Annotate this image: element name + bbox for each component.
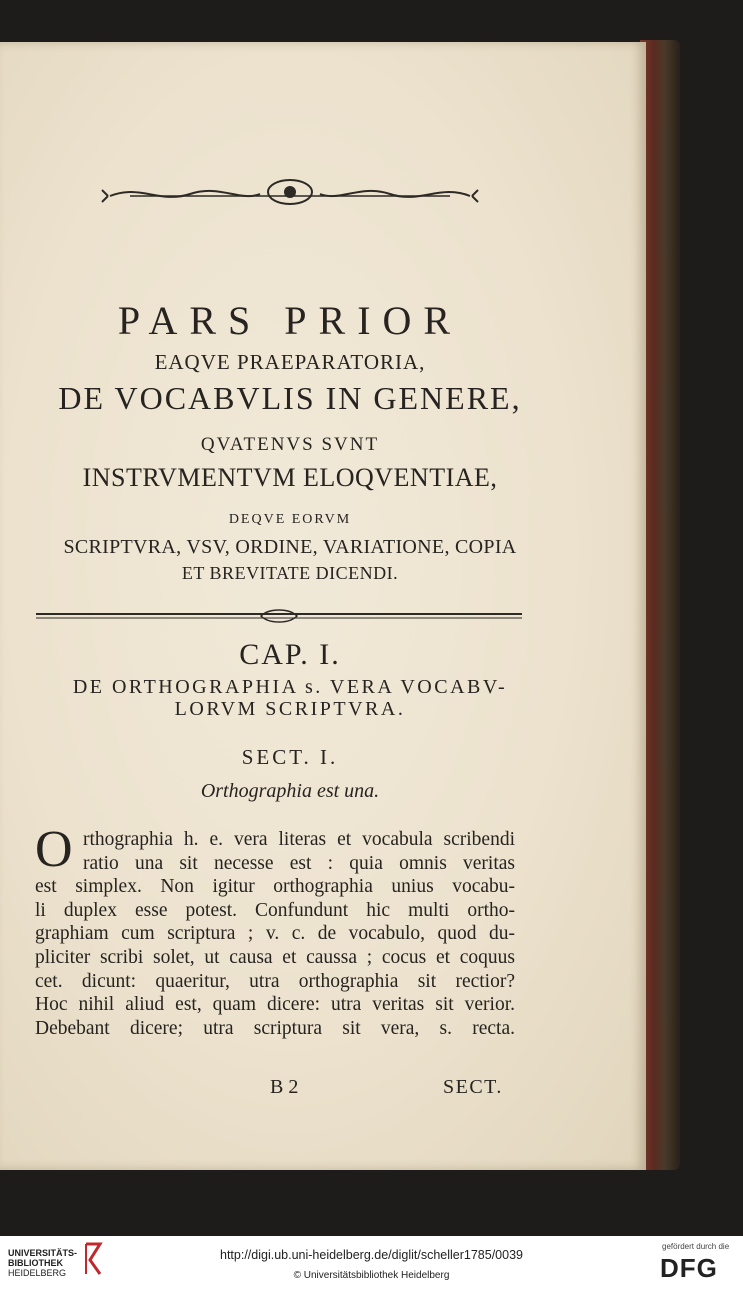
funded-by-label: gefördert durch die bbox=[662, 1242, 730, 1251]
signature-mark: B 2 bbox=[270, 1076, 299, 1098]
drop-cap: O bbox=[35, 821, 73, 878]
part-subtitle-eaque: EAQVE PRAEPARATORIA, bbox=[154, 350, 426, 374]
dfg-logo: DFG bbox=[660, 1253, 718, 1283]
section-heading: SECT. I. bbox=[241, 745, 339, 769]
chapter-title-line-1: DE ORTHOGRAPHIA s. VERA VOCABV- bbox=[72, 676, 508, 698]
part-subtitle-scriptura: SCRIPTVRA, VSV, ORDINE, VARIATIONE, COPIA bbox=[63, 536, 517, 558]
text-line: li duplex esse potest. Confundunt hic multi ortho- bbox=[35, 899, 515, 921]
permalink-url[interactable]: http://digi.ub.uni-heidelberg.de/diglit/scheller1785/0039 bbox=[220, 1248, 523, 1262]
part-subtitle-deque: DEQVE EORVM bbox=[228, 512, 352, 527]
copyright-notice: © Universitätsbibliothek Heidelberg bbox=[293, 1270, 450, 1281]
book-edge bbox=[640, 40, 680, 1170]
chapter-heading: CAP. I. bbox=[239, 638, 341, 671]
text-line: cet. dicunt: quaeritur, utra orthographia sit rectior? bbox=[35, 970, 515, 992]
library-name-line-2: BIBLIOTHEK bbox=[8, 1258, 63, 1268]
footer-bar bbox=[0, 1236, 743, 1290]
library-name-line-3: HEIDELBERG bbox=[8, 1268, 67, 1278]
part-subtitle-instrumentum: INSTRVMENTVM ELOQVENTIAE, bbox=[82, 463, 498, 492]
ornament-headpiece bbox=[100, 174, 480, 214]
text-line: pliciter scribi solet, ut causa et caussa ; cocus et coquus bbox=[35, 946, 515, 968]
book-page bbox=[0, 42, 646, 1170]
part-subtitle-quatenus: QVATENVS SVNT bbox=[200, 434, 380, 455]
part-subtitle-de-vocabulis: DE VOCABVLIS IN GENERE, bbox=[58, 380, 522, 416]
ornament-rule bbox=[36, 606, 522, 626]
text-line: ratio una sit necesse est : quia omnis veritas bbox=[83, 852, 515, 874]
part-subtitle-et-brevitate: ET BREVITATE DICENDI. bbox=[181, 563, 399, 583]
library-name-line-1: UNIVERSITÄTS- bbox=[8, 1248, 78, 1258]
chapter-title-line-2: LORVM SCRIPTVRA. bbox=[174, 698, 406, 720]
section-subtitle: Orthographia est una. bbox=[200, 780, 380, 802]
body-paragraph bbox=[35, 828, 515, 1040]
text-line: rthographia h. e. vera literas et vocabula scribendi bbox=[83, 829, 515, 850]
catchword: SECT. bbox=[443, 1076, 503, 1098]
text-line: est simplex. Non igitur orthographia unius vocabu- bbox=[35, 876, 515, 898]
text-line: graphiam cum scriptura ; v. c. de vocabulo, quod du- bbox=[35, 923, 515, 945]
text-line: Debebant dicere; utra scriptura sit vera, s. recta. bbox=[35, 1017, 515, 1039]
part-title: PARS PRIOR bbox=[117, 298, 463, 343]
text-line: Hoc nihil aliud est, quam dicere: utra veritas sit verior. bbox=[35, 994, 515, 1016]
